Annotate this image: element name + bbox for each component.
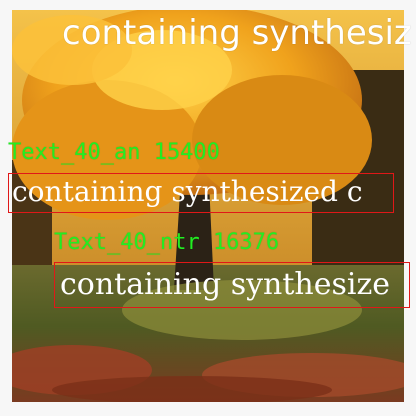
detection-label-2: Text_40_ntr 16376 bbox=[54, 230, 280, 255]
detection-box-2-text: containing synthesize bbox=[60, 267, 391, 302]
detection-box-1 bbox=[8, 173, 394, 213]
top-caption-text: containing synthesiz bbox=[62, 13, 412, 53]
detection-box-2 bbox=[54, 262, 410, 308]
detection-label-1: Text_40_an 15400 bbox=[8, 140, 220, 165]
detection-box-1-text: containing synthesized c bbox=[12, 175, 363, 208]
